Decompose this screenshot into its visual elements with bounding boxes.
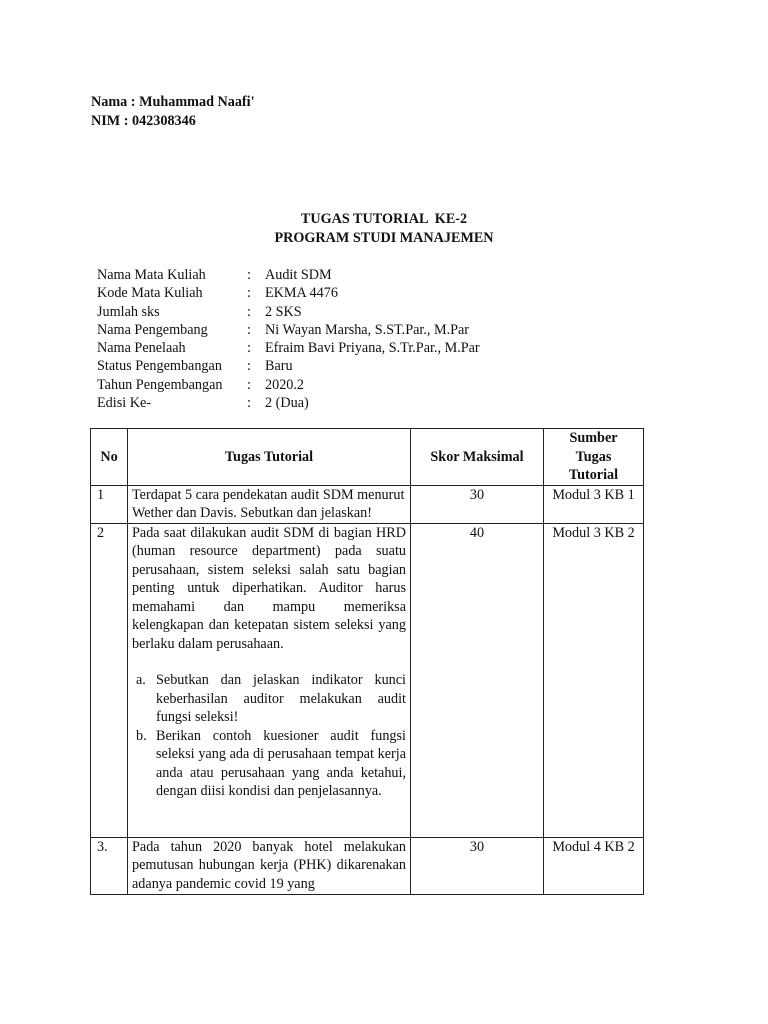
info-row	[97, 339, 480, 357]
document-title	[0, 210, 768, 247]
info-label: Nama Pengembang	[97, 321, 208, 338]
info-value: 2 SKS	[265, 303, 302, 320]
header-no: No	[91, 429, 128, 486]
info-separator: :	[247, 303, 251, 320]
row-no: 2	[91, 523, 128, 837]
info-row	[97, 266, 480, 284]
info-value: Ni Wayan Marsha, S.ST.Par., M.Par	[265, 321, 470, 338]
info-row	[97, 321, 480, 339]
row-source: Modul 4 KB 2	[544, 837, 644, 894]
row-source: Modul 3 KB 1	[544, 485, 644, 523]
info-value: 2 (Dua)	[265, 395, 309, 412]
row-no: 1	[91, 485, 128, 523]
info-value: Baru	[265, 358, 293, 375]
info-label: Nama Mata Kuliah	[97, 267, 206, 283]
info-value: Efraim Bavi Priyana, S.Tr.Par., M.Par	[265, 340, 480, 357]
table-row	[91, 837, 644, 894]
info-row	[97, 376, 480, 394]
student-nim: NIM : 042308346	[91, 112, 196, 129]
row-task-text: Terdapat 5 cara pendekatan audit SDM menurut Wether dan Davis. Sebutkan dan jelaskan!	[128, 485, 411, 523]
info-value: 2020.2	[265, 376, 305, 393]
task-paragraph: Pada tahun 2020 banyak hotel melakukan pemutusan hubungan kerja (PHK) dikarenakan adanya pandemic covid 19 yang	[132, 838, 406, 892]
info-label: Jumlah sks	[97, 303, 160, 320]
course-info-table	[97, 266, 480, 412]
info-row	[97, 357, 480, 375]
info-separator: :	[247, 321, 251, 338]
info-separator: :	[247, 395, 251, 412]
list-marker: b.	[136, 727, 147, 744]
student-identity	[91, 93, 255, 130]
info-separator: :	[247, 376, 251, 393]
info-row	[97, 394, 480, 412]
info-label: Tahun Pengembangan	[97, 376, 223, 393]
title-line-2: PROGRAM STUDI MANAJEMEN	[274, 229, 494, 246]
task-paragraph: Pada saat dilakukan audit SDM di bagian HRD (human resource department) pada suatu perusahaan, sistem seleksi salah satu bagian penting untuk diperhatikan. Auditor harus memahami dan mampu memeriksa kelengkapan dan ketepatan sistem seleksi yang berlaku dalam perusahaan.	[132, 524, 406, 652]
list-item	[132, 671, 406, 727]
info-separator: :	[247, 340, 251, 357]
info-row	[97, 303, 480, 321]
task-subitems	[132, 671, 406, 801]
info-value: EKMA 4476	[265, 285, 338, 302]
row-no: 3.	[91, 837, 128, 894]
info-separator: :	[247, 267, 251, 283]
title-line-1: TUGAS TUTORIAL KE-2	[300, 211, 468, 227]
list-item	[132, 727, 406, 801]
task-table-header	[91, 429, 644, 486]
info-value: Audit SDM	[265, 267, 332, 283]
list-text: Berikan contoh kuesioner audit fungsi seleksi yang ada di perusahaan tempat kerja anda atau perusahaan yang anda ketahui, dengan diisi kondisi dan penjelasannya.	[156, 727, 406, 799]
info-label: Status Pengembangan	[97, 358, 222, 375]
info-row	[97, 284, 480, 302]
table-row	[91, 523, 644, 837]
info-label: Kode Mata Kuliah	[97, 285, 203, 302]
header-source: Sumber Tugas Tutorial	[544, 429, 644, 486]
table-row	[91, 485, 644, 523]
row-score: 40	[411, 523, 544, 837]
task-table	[90, 428, 644, 895]
header-task: Tugas Tutorial	[128, 429, 411, 486]
list-text: Sebutkan dan jelaskan indikator kunci keberhasilan auditor melakukan audit fungsi seleksi!	[156, 672, 406, 725]
info-label: Edisi Ke-	[97, 395, 151, 412]
info-label: Nama Penelaah	[97, 340, 186, 357]
row-task-text	[128, 837, 411, 894]
header-score: Skor Maksimal	[411, 429, 544, 486]
row-source: Modul 3 KB 2	[544, 523, 644, 837]
row-task-text	[128, 523, 411, 837]
list-marker: a.	[136, 672, 146, 688]
info-separator: :	[247, 285, 251, 302]
student-name: Nama : Muhammad Naafi'	[91, 94, 255, 110]
row-score: 30	[411, 837, 544, 894]
info-separator: :	[247, 358, 251, 375]
row-score: 30	[411, 485, 544, 523]
